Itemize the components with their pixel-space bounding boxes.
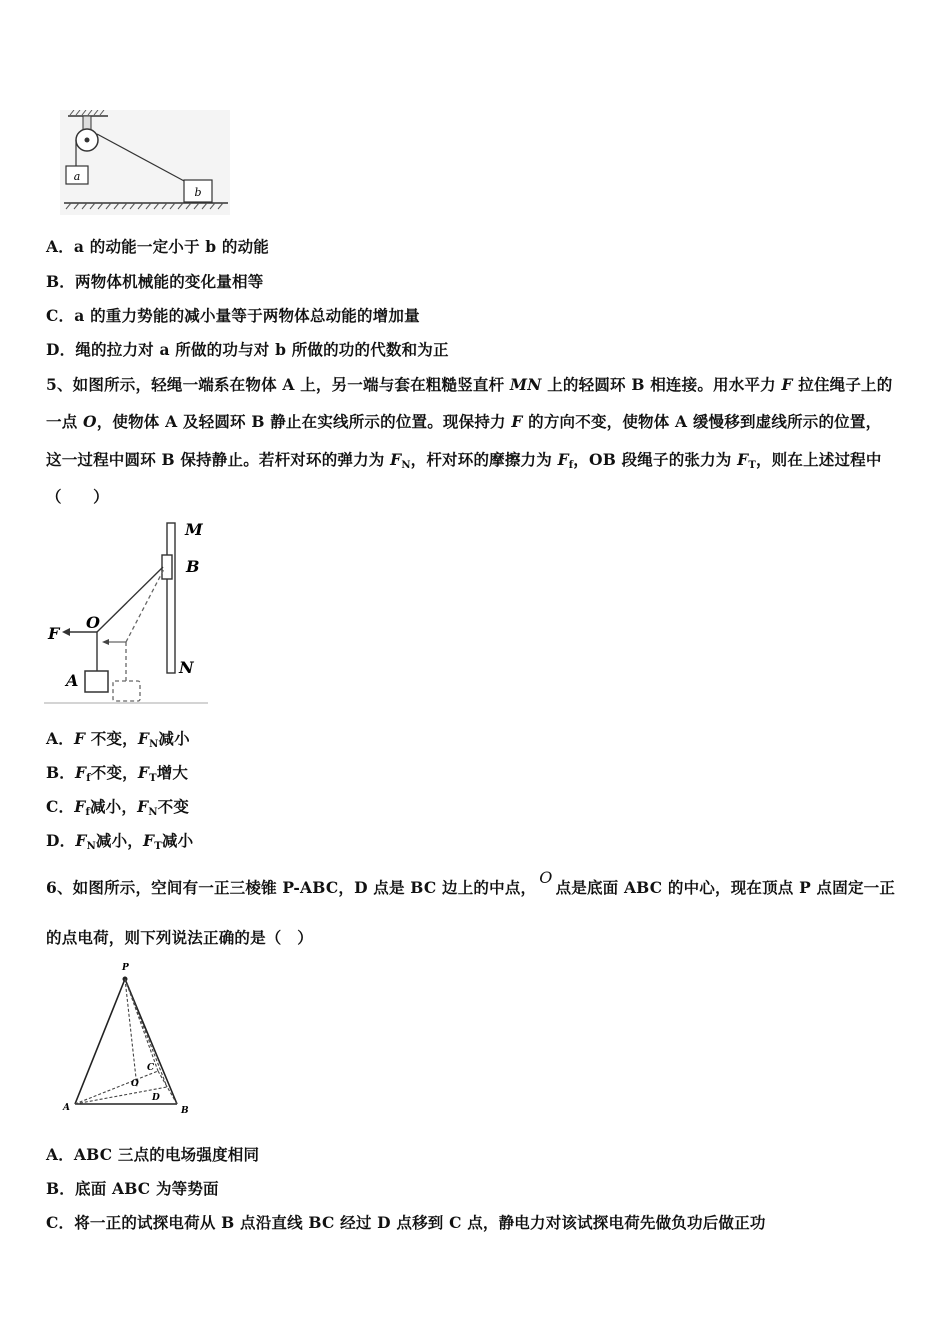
- q6-stem-line1: 6、如图所示，空间有一正三棱锥 P-ABC，D 点是 BC 边上的中点，O点是底面 ABC 的中心，现在顶点 P 点固定一正: [46, 868, 896, 897]
- label-B: B: [181, 1106, 189, 1116]
- label-O: O: [131, 1079, 139, 1089]
- q6-option-a: A．ABC 三点的电场强度相同: [46, 1145, 260, 1164]
- q5-stem-line2: 一点 O，使物体 A 及轻圆环 B 静止在实线所示的位置。现保持力 F 的方向不变，使物体 A 缓慢移到虚线所示的位置，: [46, 412, 882, 431]
- q5-option-c: C．$F_f$减小，$F_N$不变: [46, 797, 190, 818]
- q4-option-b: B．两物体机械能的变化量相等: [46, 272, 264, 291]
- q6-stem-line2: 的点电荷，则下列说法正确的是（ ）: [46, 928, 313, 947]
- label-F: F: [48, 624, 60, 643]
- q6-option-b: B．底面 ABC 为等势面: [46, 1179, 219, 1198]
- label-P: P: [122, 963, 129, 973]
- q4-option-d: D．绳的拉力对 a 所做的功与对 b 所做的功的代数和为正: [46, 340, 449, 359]
- q5-answer-bracket: （ ）: [46, 487, 109, 506]
- pyramid-figure: [55, 958, 205, 1118]
- label-N: N: [179, 658, 194, 677]
- q5-stem-line1: 5、如图所示，轻绳一端系在物体 A 上，另一端与套在粗糙竖直杆 MN 上的轻圆环 B 相连接。用水平力 F 拉住绳子上的: [46, 375, 893, 394]
- q5-stem-line3: 这一过程中圆环 B 保持静止。若杆对环的弹力为 $F_N$，杆对环的摩擦力为 $F_f$，OB 段绳子的张力为 $F_T$，则在上述过程中: [46, 450, 882, 471]
- rod-ring-figure: [40, 515, 215, 707]
- label-M: M: [185, 520, 203, 539]
- q5-option-a: A．F 不变，$F_N$减小: [46, 729, 190, 750]
- label-O: O: [86, 613, 100, 632]
- label-A: A: [63, 1103, 70, 1113]
- q5-option-d: D．$F_N$减小，$F_T$减小: [46, 831, 194, 852]
- q5-option-b: B．$F_f$不变，$F_T$增大: [46, 763, 189, 784]
- label-D: D: [152, 1093, 160, 1103]
- label-b: b: [194, 186, 202, 199]
- label-C: C: [147, 1063, 155, 1073]
- q4-option-a: A．a 的动能一定小于 b 的动能: [46, 237, 269, 256]
- label-a: a: [73, 170, 81, 183]
- pulley-figure: [60, 110, 230, 215]
- label-B: B: [186, 557, 200, 576]
- label-A: A: [66, 671, 79, 690]
- q4-option-c: C．a 的重力势能的减小量等于两物体总动能的增加量: [46, 306, 420, 325]
- q6-option-c: C．将一正的试探电荷从 B 点沿直线 BC 经过 D 点移到 C 点，静电力对该试探电荷先做负功后做正功: [46, 1213, 766, 1232]
